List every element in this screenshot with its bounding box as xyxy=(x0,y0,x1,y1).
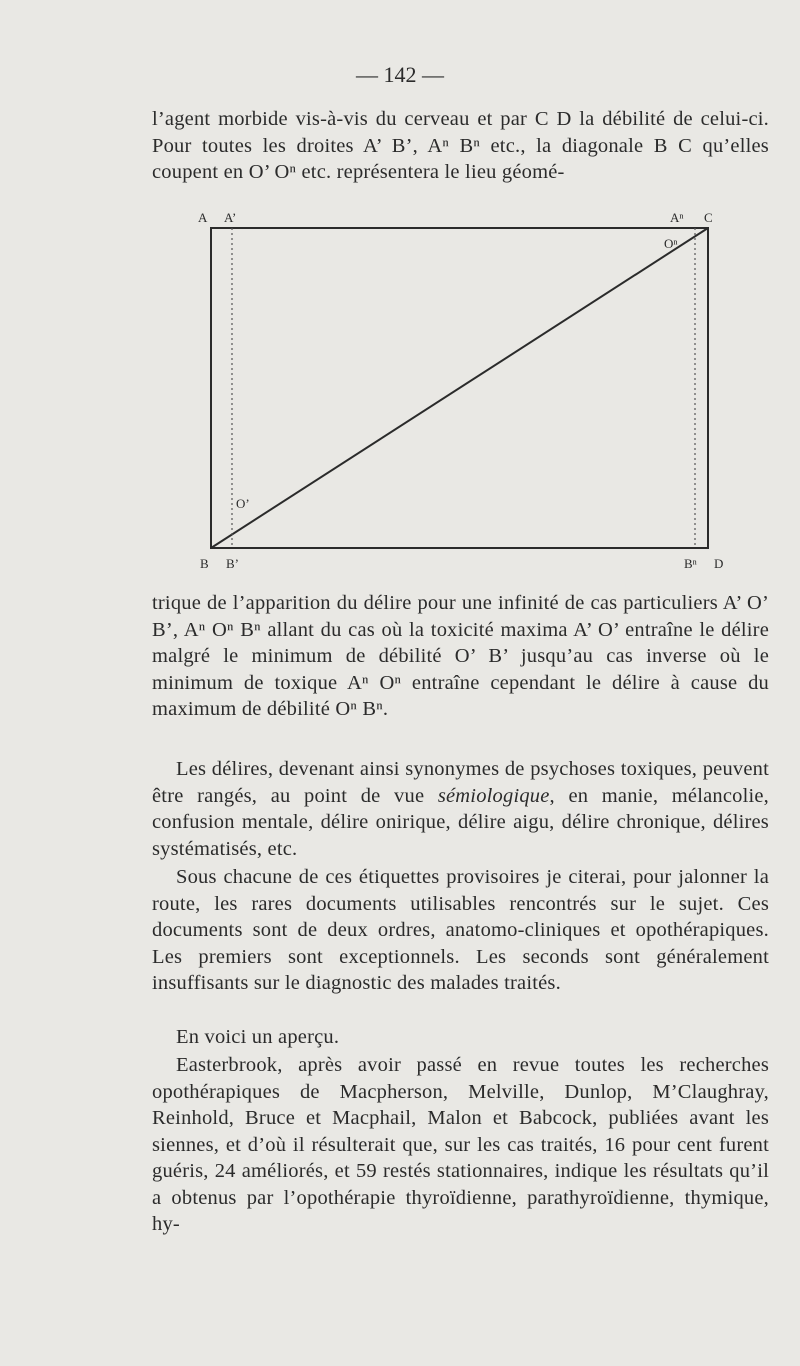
label-d: D xyxy=(714,556,724,571)
label-o-prime: O’ xyxy=(236,496,250,511)
paragraph-5: En voici un aperçu. xyxy=(176,1026,340,1048)
geometric-diagram xyxy=(190,204,770,576)
label-c: C xyxy=(704,210,713,225)
paragraph-3-italic: sémiologique xyxy=(437,784,550,807)
label-a-n: Aⁿ xyxy=(670,210,684,225)
label-a-prime: A’ xyxy=(224,210,237,225)
label-b: B xyxy=(200,556,209,571)
diagram-svg xyxy=(190,204,770,576)
paragraph-2: trique de l’apparition du délire pour une infinité de cas particuliers A’ O’ B’, Aⁿ Oⁿ Bⁿ allant du cas où la toxicité maxima A’ O’ entraîne le délire malgré le minimum de débilité O’ B’ jusqu’au cas inverse où le minimum de toxique Aⁿ Oⁿ entraîne cependant le délire à cause du maximum de débilité Oⁿ Bⁿ. xyxy=(152,592,769,720)
diagonal-line xyxy=(211,228,708,548)
paragraph-1: l’agent morbide vis-à-vis du cerveau et par C D la débilité de celui-ci. Pour toutes les droites A’ B’, Aⁿ Bⁿ etc., la diagonale B C qu’elles coupent en O’ Oⁿ etc. représentera le lieu géomé- xyxy=(152,108,769,183)
paragraph-6: Easterbrook, après avoir passé en revue toutes les recherches opothérapiques de Macpherson, Melville, Dunlop, M’Claughray, Reinhold, Bruce et Macphail, Malon et Babcock, publiées avant les siennes, et d’où il résulterait que, sur les cas traités, 16 pour cent furent guéris, 24 améliorés, et 59 restés stationnaires, indique les résultats qu’il a obtenus par l’opothérapie thyroïdienne, parathyroïdienne, thymique, hy- xyxy=(152,1054,769,1235)
label-o-n: Oⁿ xyxy=(664,236,678,251)
paragraph-3 xyxy=(152,756,769,862)
label-b-prime: B’ xyxy=(226,556,239,571)
label-b-n: Bⁿ xyxy=(684,556,697,571)
label-a: A xyxy=(198,210,208,225)
page-number: — 142 — xyxy=(356,62,444,87)
paragraph-3-text-b: , en manie, mélancolie, confusion mentale, délire onirique, délire aigu, délire chronique, délires systématisés, etc. xyxy=(152,784,770,860)
paragraph-3-text-a: Les délires, devenant ainsi synonymes de psychoses toxiques, peuvent être rangés, au point de vue xyxy=(152,758,769,807)
paragraph-4: Sous chacune de ces étiquettes provisoires je citerai, pour jalonner la route, les rares documents utilisables rencontrés sur le sujet. Ces documents sont de deux ordres, anatomo-cliniques et opothérapiques. Les premiers sont exceptionnels. Les seconds sont généralement insuffisants sur le diagnostic des malades traités. xyxy=(152,866,769,994)
